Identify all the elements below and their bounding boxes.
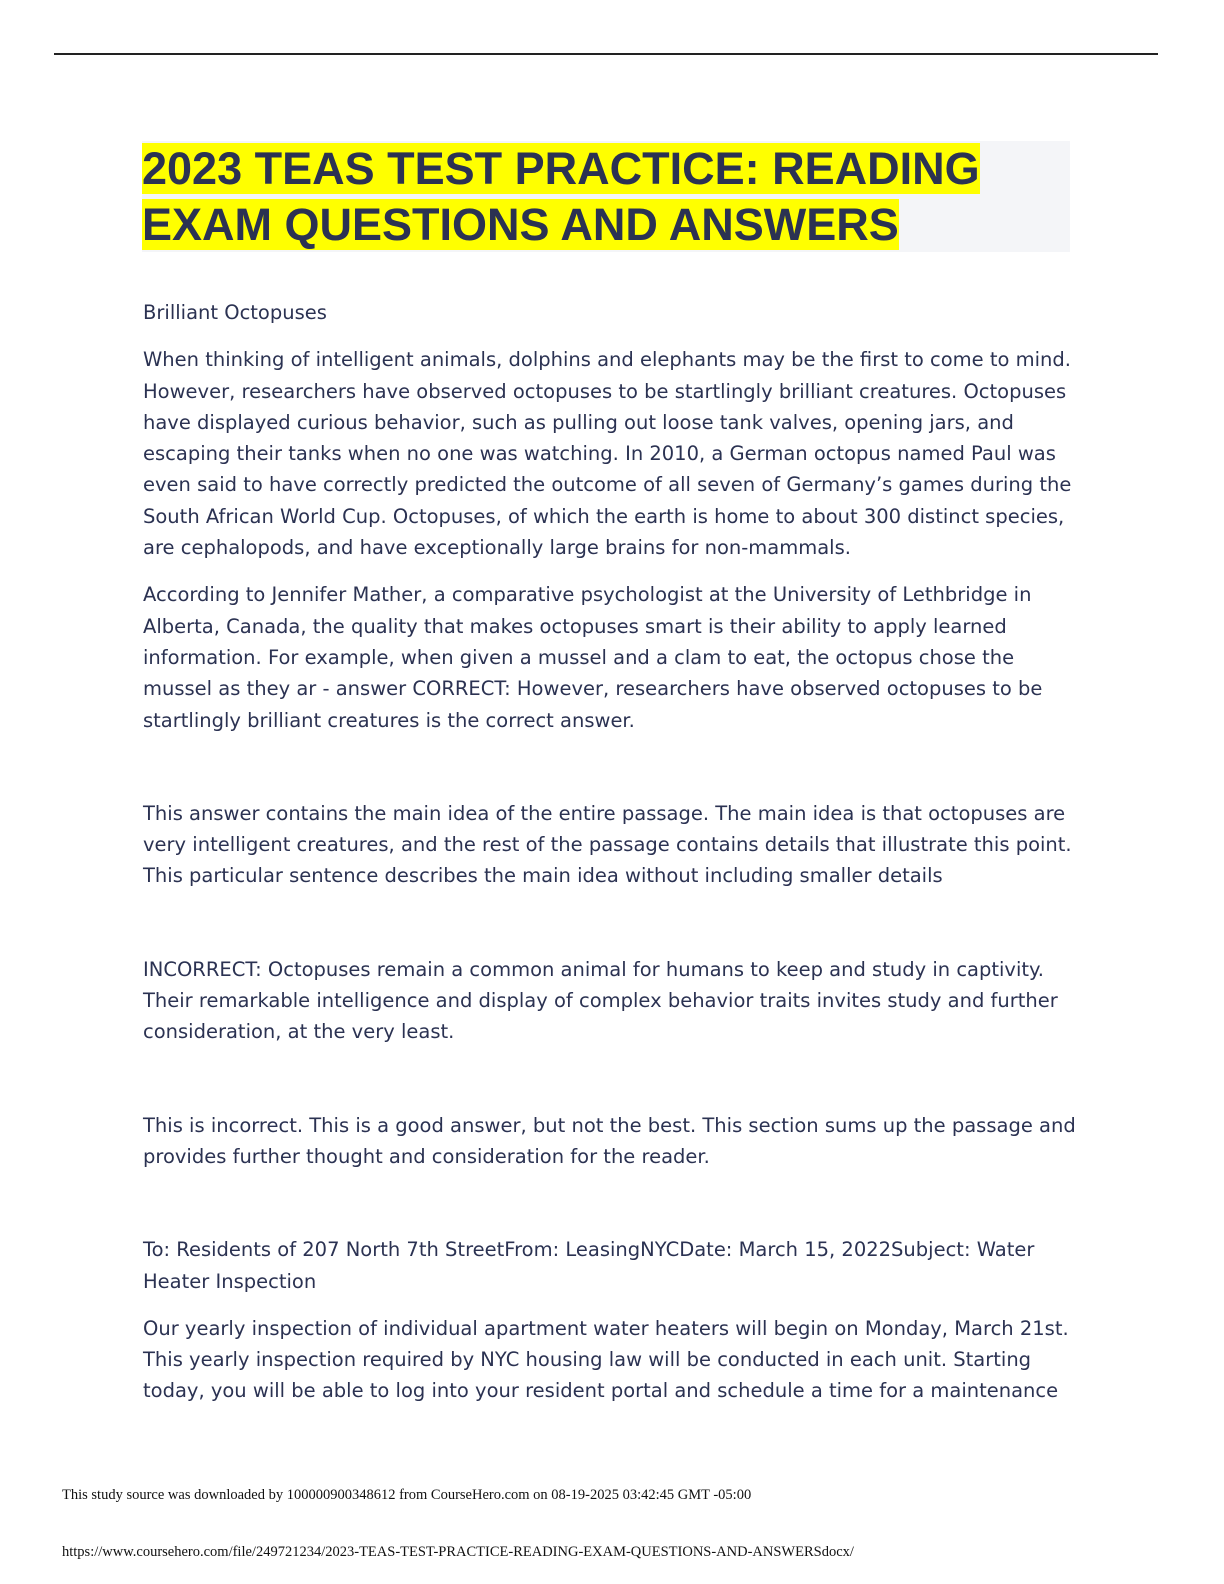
title-line-2: EXAM QUESTIONS AND ANSWERS (142, 199, 899, 250)
header-rule (54, 53, 1158, 55)
download-note: This study source was downloaded by 100000900348612 from CourseHero.com on 08-19-2025 03:42:45 GMT -05:00 (62, 1487, 752, 1503)
memo-header: To: Residents of 207 North 7th StreetFrom: LeasingNYCDate: March 15, 2022Subject: Water Heater Inspection (143, 1238, 1035, 1293)
title-block (142, 141, 1070, 252)
source-url-link[interactable]: https://www.coursehero.com/file/249721234/2023-TEAS-TEST-PRACTICE-READING-EXAM-QUESTIONS-AND-ANSWERSdocx/ (62, 1544, 854, 1560)
incorrect-option: INCORRECT: Octopuses remain a common animal for humans to keep and study in captivity. Their remarkable intelligence and display of complex behavior traits invites study and further consideration, at the very least. (143, 957, 1058, 1044)
passage-heading: Brilliant Octopuses (143, 301, 327, 324)
passage-paragraph-1: When thinking of intelligent animals, dolphins and elephants may be the first to come to mind. However, researchers have observed octopuses to be startlingly brilliant creatures. Octopuses have displayed curious behavior, such as pulling out loose tank valves, opening jars, and escaping their tanks when no one was watching. In 2010, a German octopus named Paul was even said to have correctly predicted the outcome of all seven of Germany’s games during the South African World Cup. Octopuses, of which the earth is home to about 300 distinct species, are cephalopods, and have exceptionally large brains for non-mammals. (143, 348, 1072, 560)
document-body (143, 297, 1083, 1407)
document-title (142, 141, 1070, 253)
incorrect-explanation: This is incorrect. This is a good answer, but not the best. This section sums up the passage and provides further thought and consideration for the reader. (143, 1113, 1076, 1168)
title-line-1: 2023 TEAS TEST PRACTICE: READING (142, 143, 980, 194)
passage-paragraph-2: According to Jennifer Mather, a comparative psychologist at the University of Lethbridge in Alberta, Canada, the quality that makes octopuses smart is their ability to apply learned information. For example, when given a mussel and a clam to eat, the octopus chose the mussel as they ar - answer CORRECT: However, researchers have observed octopuses to be startlingly brilliant creatures is the correct answer. (143, 583, 1043, 732)
answer-explanation: This answer contains the main idea of the entire passage. The main idea is that octopuses are very intelligent creatures, and the rest of the passage contains details that illustrate this point. This particular sentence describes the main idea without including smaller details (143, 801, 1072, 888)
memo-body: Our yearly inspection of individual apartment water heaters will begin on Monday, March 21st. This yearly inspection required by NYC housing law will be conducted in each unit. Starting today, you will be able to log into your resident portal and schedule a time for a maintenance (143, 1316, 1069, 1403)
